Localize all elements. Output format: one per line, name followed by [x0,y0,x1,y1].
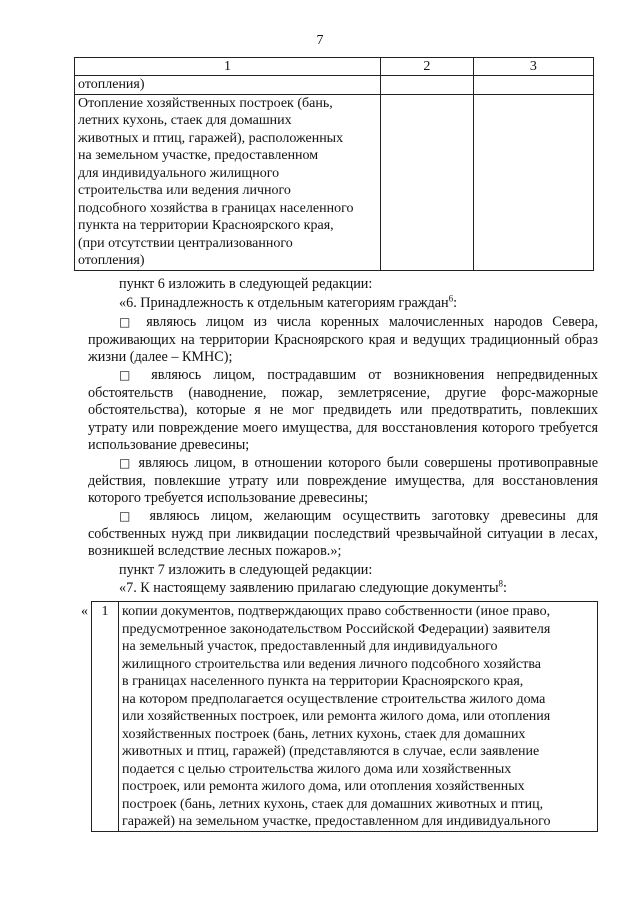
table-cell [473,94,593,270]
paragraph-p7-intro: пункт 7 изложить в следующей редакции: [119,562,373,578]
heading-text: «6. Принадлежность к отдельным категориям граждан [119,295,449,311]
checkbox-icon[interactable]: □ [119,315,137,329]
row-number: 1 [92,602,119,832]
column-header-3: 3 [473,58,593,76]
checkbox-icon[interactable]: □ [119,509,139,523]
option-unlawful-acts [88,455,598,508]
option-text: являюсь лицом, пострадавшим от возникновения непредвиденных обстоятельств (наводнение, пожар, землетрясение, другие форс-мажорные обстоятельства), которые я не мог предвидеть или предотвратить, повлекших утрату или повреждение моего имущества, для восстановления которого требуется использование древесины; [88,367,599,453]
option-text: являюсь лицом из числа коренных малочисленных народов Севера, проживающих на территории Красноярского края и ведущих традиционный образ жизни (далее – КМНС); [88,314,599,365]
documents-table [91,601,598,832]
footnote-marker: 6 [448,293,454,304]
table-cell: Отопление хозяйственных построек (бань, летних кухонь, стаек для домашних животных и птиц, гаражей), расположенных на земельном участке, предоставленном для индивидуального жилищного строительства или ведения личного подсобного хозяйства в границах населенного пункта на территории Красноярского края, (при отсутствии централизованного отопления) [75,94,381,270]
table-row [92,602,598,832]
column-header-1: 1 [75,58,381,76]
column-header-2: 2 [381,58,474,76]
fuel-purpose-table [74,57,594,271]
option-emergency [88,367,598,455]
option-kmns [88,314,598,367]
table-cell: отопления) [75,76,381,95]
table-header-row [75,58,594,76]
table-row [75,94,594,270]
heading-end: : [503,580,507,596]
checkbox-icon[interactable]: □ [119,456,133,470]
page-number: 7 [316,33,324,48]
heading-text: «7. К настоящему заявлению прилагаю следующие документы [119,580,499,596]
row-text: копии документов, подтверждающих право собственности (иное право, предусмотренное законодательством Российской Федерации) заявителя на земельный участок, предоставленный для индивидуального жилищного строительства или ведения личного подсобного хозяйства в границах населенного пункта на территории Красноярского края, на котором предполагается осуществление строительства жилого дома или хозяйственных построек, или ремонта жилого дома, или отопления хозяйственных построек (бань, летних кухонь, стаек для домашних животных и птиц, гаражей) (представляются в случае, если заявление подается с целью строительства жилого дома или хозяйственных построек, или ремонта жилого дома, или отопления хозяйственных построек (бань, летних кухонь, стаек для домашних животных и птиц, гаражей) на земельном участке, предоставленном для индивидуального [119,602,598,832]
checkbox-icon[interactable]: □ [119,368,139,382]
paragraph-p7-heading [119,580,599,598]
option-text: являюсь лицом, в отношении которого были совершены противоправные действия, повлекшие утрату или повреждение имущества, для восстановления которого требуется использование древесины; [88,455,599,506]
footnote-marker: 8 [498,578,504,589]
table-cell [381,94,474,270]
table-cell [473,76,593,95]
heading-end: : [453,295,458,311]
paragraph-p6-heading [119,295,599,313]
table-row [75,76,594,95]
option-forest-fires [88,508,598,561]
paragraph-p6-intro: пункт 6 изложить в следующей редакции: [119,276,373,292]
option-text: являюсь лицом, желающим осуществить заготовку древесины для собственных нужд при ликвидации последствий чрезвычайной ситуации в лесах, возникшей вследствие лесных пожаров.»; [88,508,598,559]
opening-quote: « [81,604,88,619]
table-cell [381,76,474,95]
